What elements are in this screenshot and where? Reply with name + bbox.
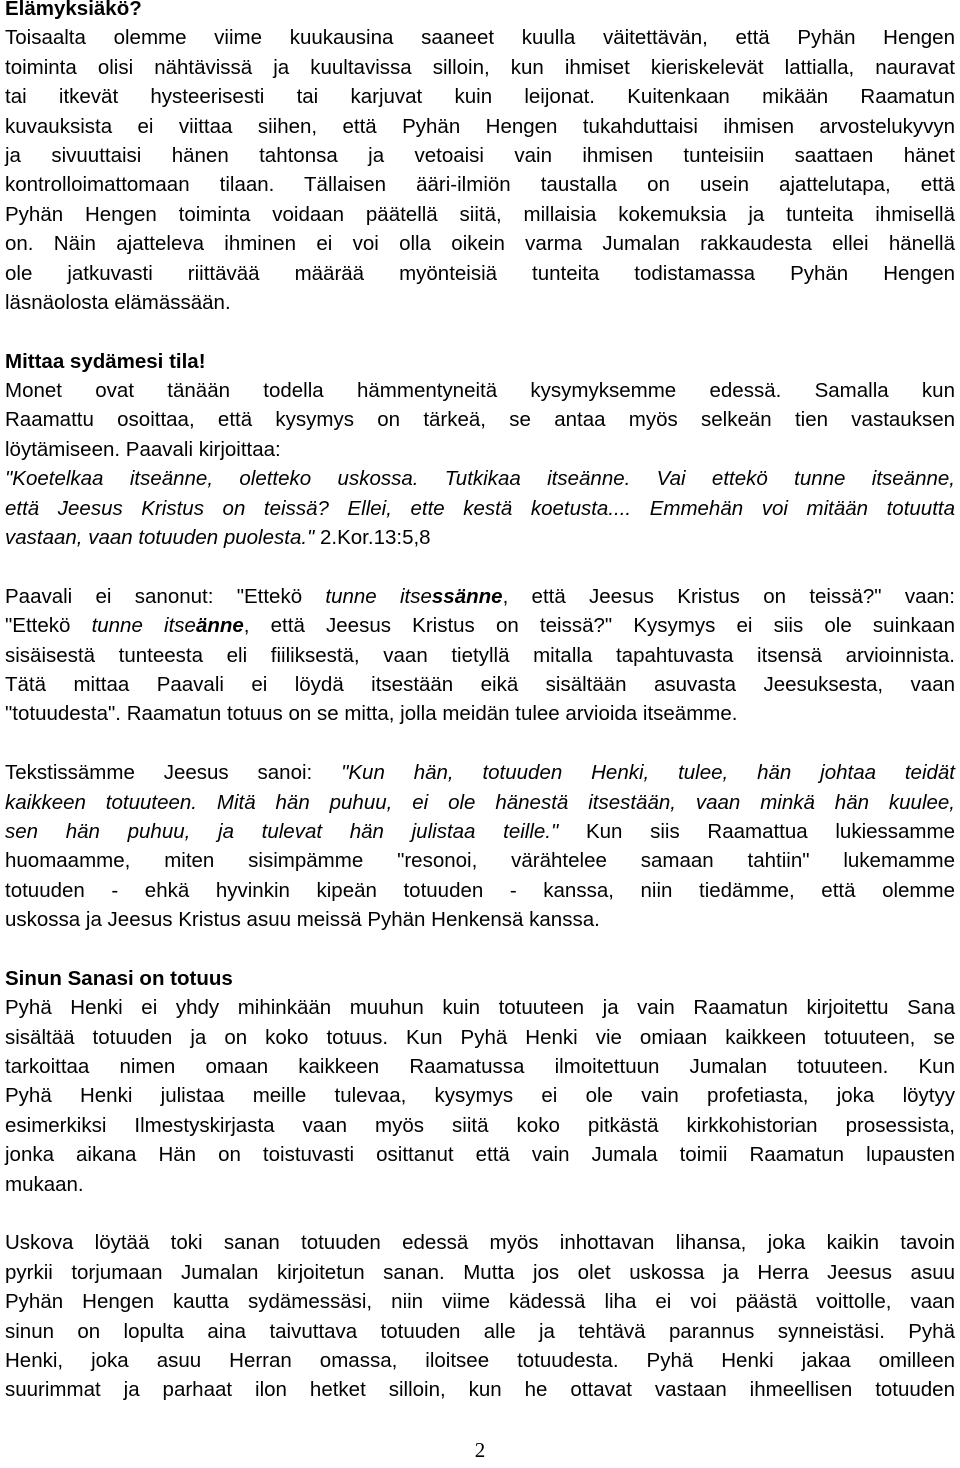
text-line: mukaan. bbox=[5, 1172, 84, 1196]
text-run: Paavali ei sanonut: "Ettekö bbox=[5, 584, 326, 608]
text-line: huomaamme, miten sisimpämme "resonoi, värähtelee samaan tahtiin" lukemamme bbox=[5, 849, 955, 873]
text-line: kuvauksista ei viittaa siihen, että Pyhän Hengen tukahduttaisi ihmisen arvostelukyvyn bbox=[5, 114, 955, 138]
bold-italic-run: ssänne bbox=[431, 584, 503, 608]
text-line: Pyhä Henki julistaa meille tulevaa, kysymys ei ole vain profetiasta, joka löytyy bbox=[5, 1084, 955, 1108]
text-line: sinun on lopulta aina taivuttava totuuden alle ja tehtävä parannus synneistäsi. Pyhä bbox=[5, 1319, 955, 1343]
text-line: sisältää totuuden ja on koko totuus. Kun Pyhä Henki vie omiaan kaikkeen totuuteen, se bbox=[5, 1025, 955, 1049]
text-line: sisäisestä tunteesta eli fiiliksestä, vaan tietyllä mitalla tapahtuvasta itsensä arvioinnista. bbox=[5, 643, 955, 667]
text-line: "totuudesta". Raamatun totuus on se mitta, jolla meidän tulee arvioida itseämme. bbox=[5, 702, 738, 726]
text-line: Henki, joka asuu Herran omassa, iloitsee totuudesta. Pyhä Henki jakaa omilleen bbox=[5, 1348, 955, 1372]
quote-text: vastaan, vaan totuuden puolesta." bbox=[5, 526, 315, 550]
text-line: totuuden - ehkä hyvinkin kipeän totuuden - kanssa, niin tiedämme, että olemme bbox=[5, 878, 955, 902]
text-line: Toisaalta olemme viime kuukausina saaneet kuulla väitettävän, että Pyhän Hengen bbox=[5, 26, 955, 50]
paragraph-gap bbox=[5, 1199, 955, 1228]
italic-run: tunne itse bbox=[91, 614, 196, 638]
italic-run: tunne itse bbox=[325, 584, 432, 608]
text-line: pyrkii torjumaan Jumalan kirjoitetun sanan. Mutta jos olet uskossa ja Herra Jeesus asuu bbox=[5, 1260, 955, 1284]
text-run: Tekstissämme Jeesus sanoi: bbox=[5, 761, 342, 785]
section-heading-sinun-sanasi: Sinun Sanasi on totuus bbox=[5, 966, 233, 990]
text-line: toiminta olisi nähtävissä ja kuultavissa silloin, kun ihmiset kieriskelevät lattialla, nauravat bbox=[5, 55, 955, 79]
text-line: Pyhän Hengen toiminta voidaan päätellä siitä, millaisia kokemuksia ja tunteita ihmisellä bbox=[5, 202, 955, 226]
section-heading-elamyksiako: Elämyksiäkö? bbox=[5, 0, 142, 20]
quote-line: "Koetelkaa itseänne, oletteko uskossa. Tutkikaa itseänne. Vai ettekö tunne itseänne, bbox=[5, 467, 955, 491]
quote-line: että Jeesus Kristus on teissä? Ellei, ette kestä koetusta.... Emmehän voi mitään totuutta bbox=[5, 496, 955, 520]
text-line: Monet ovat tänään todella hämmentyneitä kysymyksemme edessä. Samalla kun bbox=[5, 379, 955, 403]
text-line bbox=[5, 611, 955, 640]
paragraph-gap bbox=[5, 729, 955, 758]
text-line: Uskova löytää toki sanan totuuden edessä myös inhottavan lihansa, joka kaikin tavoin bbox=[5, 1231, 955, 1255]
bible-reference: 2.Kor.13:5,8 bbox=[314, 526, 431, 550]
text-line: on. Näin ajatteleva ihminen ei voi olla oikein varma Jumalan rakkaudesta ellei hänellä bbox=[5, 232, 955, 256]
text-line: suurimmat ja parhaat ilon hetket silloin, kun he ottavat vastaan ihmeellisen totuuden bbox=[5, 1378, 955, 1402]
page-number: 2 bbox=[474, 1438, 486, 1462]
text-line bbox=[5, 758, 955, 787]
quote-line: kaikkeen totuuteen. Mitä hän puhuu, ei ole hänestä itsestään, vaan minkä hän kuulee, bbox=[5, 790, 955, 814]
text-run: , että Jeesus Kristus on teissä?" vaan: bbox=[502, 584, 955, 608]
italic-run: "Kun hän, totuuden Henki, tulee, hän johtaa teidät bbox=[341, 761, 956, 785]
text-run: , että Jeesus Kristus on teissä?" Kysymys ei siis ole suinkaan bbox=[243, 614, 955, 638]
text-line: jonka aikana Hän on toistuvasti osittanut että vain Jumala toimii Raamatun lupausten bbox=[5, 1143, 955, 1167]
quote-line-with-reference bbox=[5, 523, 955, 552]
text-line: tarkoittaa nimen omaan kaikkeen Raamatussa ilmoitettuun Jumalan totuuteen. Kun bbox=[5, 1055, 955, 1079]
section-heading-mittaa: Mittaa sydämesi tila! bbox=[5, 349, 206, 373]
bold-italic-run: änne bbox=[195, 614, 244, 638]
text-line: löytämiseen. Paavali kirjoittaa: bbox=[5, 437, 281, 461]
document-page bbox=[5, 0, 955, 1405]
italic-run: sen hän puhuu, ja tulevat hän julistaa teille." bbox=[5, 819, 559, 843]
text-line bbox=[5, 582, 955, 611]
paragraph-gap bbox=[5, 317, 955, 346]
text-line: Raamattu osoittaa, että kysymys on tärkeä, se antaa myös selkeän tien vastauksen bbox=[5, 408, 955, 432]
text-run: Kun siis Raamattua lukiessamme bbox=[558, 819, 955, 843]
paragraph-gap bbox=[5, 552, 955, 581]
text-line: uskossa ja Jeesus Kristus asuu meissä Pyhän Henkensä kanssa. bbox=[5, 908, 600, 932]
text-line: kontrolloimattomaan tilaan. Tällaisen ääri-ilmiön taustalla on usein ajattelutapa, että bbox=[5, 173, 955, 197]
text-line: Pyhä Henki ei yhdy mihinkään muuhun kuin totuuteen ja vain Raamatun kirjoitettu Sana bbox=[5, 996, 955, 1020]
text-line: esimerkiksi Ilmestyskirjasta vaan myös siitä koko pitkästä kirkkohistorian prosessista, bbox=[5, 1113, 955, 1137]
text-line: Tätä mittaa Paavali ei löydä itsestään eikä sisältään asuvasta Jeesuksesta, vaan bbox=[5, 672, 955, 696]
text-line: ole jatkuvasti riittävää määrää myönteisiä tunteita todistamassa Pyhän Hengen bbox=[5, 261, 955, 285]
paragraph-gap bbox=[5, 935, 955, 964]
text-line: tai itkevät hysteerisesti tai karjuvat kuin leijonat. Kuitenkaan mikään Raamatun bbox=[5, 85, 955, 109]
text-line bbox=[5, 817, 955, 846]
text-line: läsnäolosta elämässään. bbox=[5, 290, 231, 314]
text-run: "Ettekö bbox=[5, 614, 92, 638]
text-line: Pyhän Hengen kautta sydämessäsi, niin viime kädessä liha ei voi päästä voittolle, vaan bbox=[5, 1290, 955, 1314]
text-line: ja sivuuttaisi hänen tahtonsa ja vetoaisi vain ihmisen tunteisiin saattaen hänet bbox=[5, 143, 955, 167]
